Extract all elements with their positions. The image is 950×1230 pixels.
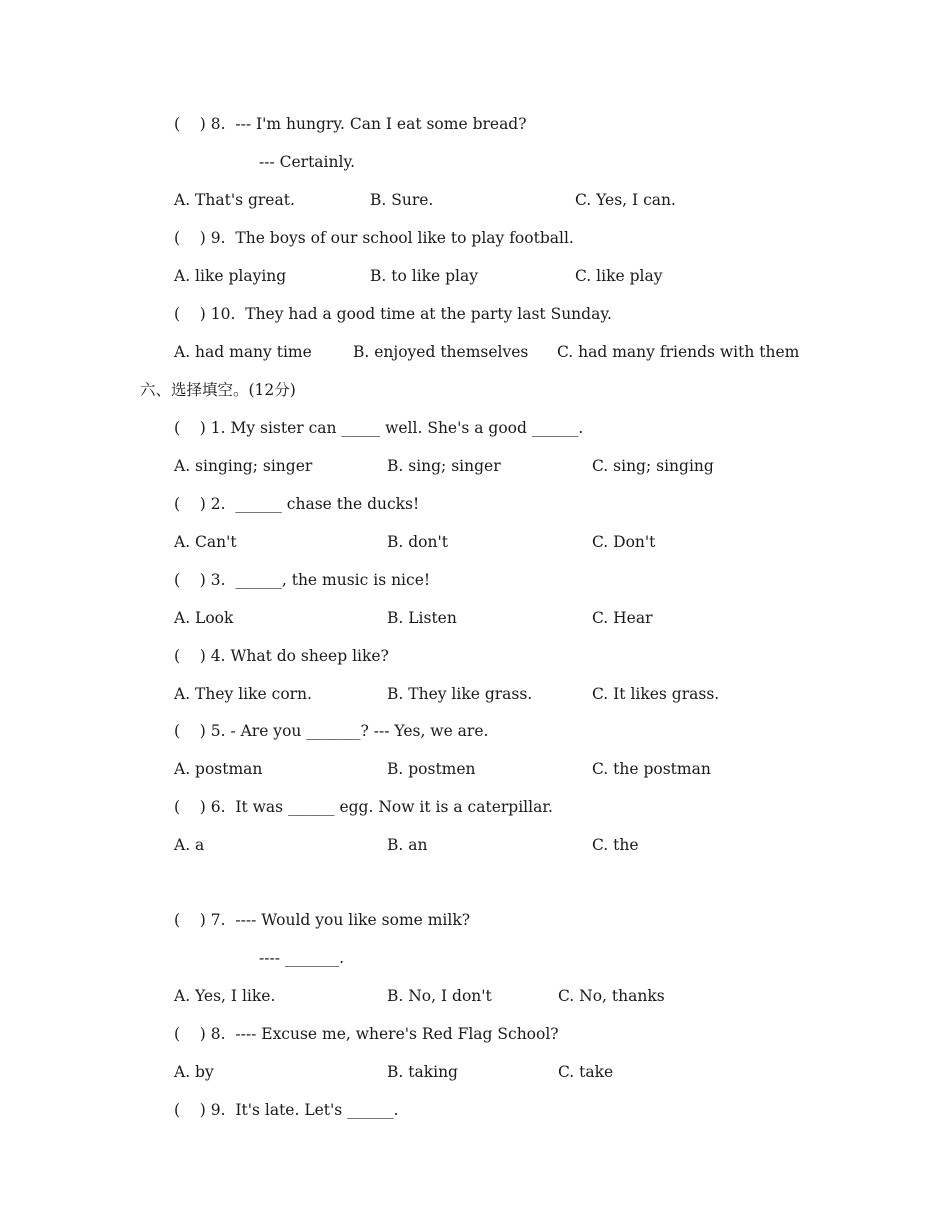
option-c: C. sing; singing bbox=[592, 457, 714, 475]
question-9-stem: ( ) 9. The boys of our school like to play football. bbox=[174, 229, 574, 247]
section6-question-1-stem: ( ) 1. My sister can _____ well. She's a good ______. bbox=[174, 419, 584, 437]
option-a: A. singing; singer bbox=[174, 457, 313, 475]
question-10-stem: ( ) 10. They had a good time at the party last Sunday. bbox=[174, 305, 612, 323]
option-c: C. Yes, I can. bbox=[575, 191, 676, 209]
section6-question-8-stem: ( ) 8. ---- Excuse me, where's Red Flag School? bbox=[174, 1025, 559, 1043]
option-b: B. Listen bbox=[387, 609, 457, 627]
option-a: A. Yes, I like. bbox=[174, 987, 276, 1005]
option-a: A. like playing bbox=[174, 267, 287, 285]
section6-question-7-reply: ---- _______. bbox=[259, 949, 345, 967]
option-c: C. had many friends with them bbox=[557, 343, 800, 361]
section6-question-2-stem: ( ) 2. ______ chase the ducks! bbox=[174, 495, 420, 513]
option-a: A. They like corn. bbox=[174, 685, 312, 703]
section6-question-6-stem: ( ) 6. It was ______ egg. Now it is a caterpillar. bbox=[174, 798, 553, 816]
section6-question-9-stem: ( ) 9. It's late. Let's ______. bbox=[174, 1101, 399, 1119]
option-c: C. the bbox=[592, 836, 639, 854]
option-c: C. the postman bbox=[592, 760, 711, 778]
option-a: A. postman bbox=[174, 760, 263, 778]
option-a: A. had many time bbox=[174, 343, 312, 361]
option-b: B. taking bbox=[387, 1063, 458, 1081]
option-b: B. to like play bbox=[370, 267, 479, 285]
option-a: A. Look bbox=[174, 609, 234, 627]
section6-question-7-stem: ( ) 7. ---- Would you like some milk? bbox=[174, 911, 471, 929]
option-c: C. It likes grass. bbox=[592, 685, 720, 703]
section6-question-4-stem: ( ) 4. What do sheep like? bbox=[174, 647, 389, 665]
option-c: C. No, thanks bbox=[558, 987, 665, 1005]
option-a: A. a bbox=[174, 836, 205, 854]
option-c: C. Hear bbox=[592, 609, 653, 627]
section-heading: 六、选择填空。(12分) bbox=[140, 381, 296, 399]
option-b: B. an bbox=[387, 836, 428, 854]
option-a: A. Can't bbox=[174, 533, 237, 551]
option-b: B. sing; singer bbox=[387, 457, 501, 475]
option-c: C. like play bbox=[575, 267, 663, 285]
option-b: B. enjoyed themselves bbox=[353, 343, 529, 361]
section6-question-3-stem: ( ) 3. ______, the music is nice! bbox=[174, 571, 431, 589]
option-b: B. postmen bbox=[387, 760, 476, 778]
option-b: B. They like grass. bbox=[387, 685, 533, 703]
option-a: A. by bbox=[174, 1063, 214, 1081]
question-8-stem: ( ) 8. --- I'm hungry. Can I eat some bread? bbox=[174, 115, 527, 133]
option-b: B. Sure. bbox=[370, 191, 434, 209]
option-a: A. That's great. bbox=[174, 191, 295, 209]
section6-question-5-stem: ( ) 5. - Are you _______? --- Yes, we are. bbox=[174, 722, 489, 740]
option-c: C. take bbox=[558, 1063, 614, 1081]
question-8-reply: --- Certainly. bbox=[259, 153, 356, 171]
option-b: B. No, I don't bbox=[387, 987, 492, 1005]
option-b: B. don't bbox=[387, 533, 448, 551]
option-c: C. Don't bbox=[592, 533, 656, 551]
